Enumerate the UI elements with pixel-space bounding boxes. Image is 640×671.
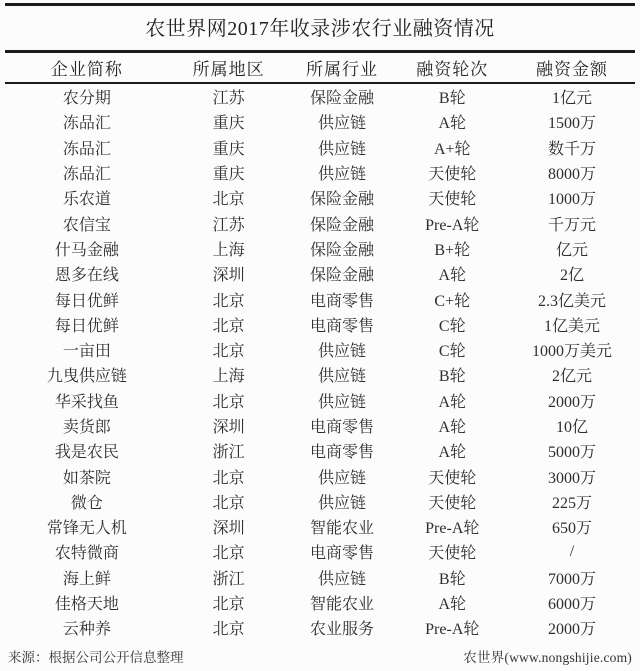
column-header-round: 融资轮次 bbox=[416, 59, 489, 79]
round-cell: B轮 bbox=[438, 90, 466, 108]
round-cell: B+轮 bbox=[434, 241, 471, 259]
company-name-cell: 冻品汇 bbox=[62, 115, 111, 133]
amount-cell: 2000万 bbox=[547, 621, 596, 639]
region-cell: 北京 bbox=[212, 621, 245, 639]
table-row bbox=[5, 286, 635, 311]
amount-cell: 1亿元 bbox=[551, 90, 592, 108]
amount-cell: 1亿美元 bbox=[543, 317, 600, 335]
region-cell: 重庆 bbox=[212, 115, 245, 133]
region-cell: 江苏 bbox=[212, 216, 245, 234]
industry-cell: 供应链 bbox=[318, 140, 367, 158]
industry-cell: 保险金融 bbox=[310, 241, 375, 259]
region-cell: 重庆 bbox=[212, 166, 245, 184]
industry-cell: 电商零售 bbox=[310, 292, 375, 310]
region-cell: 北京 bbox=[212, 545, 245, 563]
region-cell: 上海 bbox=[212, 368, 245, 386]
table-row bbox=[5, 362, 635, 387]
company-name-cell: 微仓 bbox=[70, 494, 103, 512]
table-row bbox=[5, 261, 635, 286]
company-name-cell: 每日优鲜 bbox=[54, 317, 119, 335]
round-cell: B轮 bbox=[438, 570, 466, 588]
table-row bbox=[5, 109, 635, 134]
region-cell: 北京 bbox=[212, 292, 245, 310]
region-cell: 北京 bbox=[212, 191, 245, 209]
table-row bbox=[5, 565, 635, 590]
column-header-company: 企业简称 bbox=[50, 59, 123, 79]
industry-cell: 电商零售 bbox=[310, 419, 375, 436]
table-row bbox=[5, 84, 635, 109]
amount-cell: 2.3亿美元 bbox=[537, 292, 606, 310]
industry-cell: 智能农业 bbox=[310, 520, 375, 538]
table-row bbox=[5, 489, 635, 514]
company-name-cell: 农信宝 bbox=[62, 216, 111, 234]
company-name-cell: 农分期 bbox=[62, 90, 111, 108]
amount-cell: 2亿 bbox=[559, 267, 584, 285]
industry-cell: 供应链 bbox=[318, 343, 367, 361]
industry-cell: 电商零售 bbox=[310, 545, 375, 563]
company-name-cell: 冻品汇 bbox=[62, 140, 111, 158]
industry-cell: 供应链 bbox=[318, 570, 367, 588]
region-cell: 北京 bbox=[212, 494, 245, 512]
round-cell: A轮 bbox=[438, 115, 467, 133]
table-footer bbox=[5, 641, 635, 666]
source-note: 来源：根据公司公开信息整理 bbox=[8, 649, 184, 665]
round-cell: A轮 bbox=[438, 393, 467, 411]
header-row bbox=[5, 53, 635, 82]
industry-cell: 保险金融 bbox=[310, 90, 375, 108]
region-cell: 浙江 bbox=[212, 444, 245, 462]
column-header-amount: 融资金额 bbox=[535, 59, 608, 79]
industry-cell: 供应链 bbox=[318, 368, 367, 386]
credit-note: 农世界(www.nongshijie.com) bbox=[463, 649, 632, 665]
round-cell: A轮 bbox=[438, 419, 467, 436]
round-cell: C轮 bbox=[438, 343, 466, 361]
company-name-cell: 卖货郎 bbox=[62, 419, 111, 436]
round-cell: A轮 bbox=[438, 596, 467, 614]
amount-cell: 1000万 bbox=[547, 191, 596, 209]
financing-table bbox=[5, 53, 635, 82]
round-cell: 天使轮 bbox=[428, 469, 477, 487]
table-row bbox=[5, 413, 635, 438]
round-cell: C+轮 bbox=[434, 292, 471, 310]
region-cell: 深圳 bbox=[212, 267, 245, 285]
round-cell: Pre-A轮 bbox=[425, 520, 480, 538]
industry-cell: 保险金融 bbox=[310, 191, 375, 209]
amount-cell: 2亿元 bbox=[551, 368, 592, 386]
table-row bbox=[5, 539, 635, 564]
industry-cell: 保险金融 bbox=[310, 216, 375, 234]
company-name-cell: 如茶院 bbox=[62, 469, 111, 487]
company-name-cell: 华采找鱼 bbox=[54, 393, 119, 411]
table-row bbox=[5, 463, 635, 488]
table-row bbox=[5, 615, 635, 640]
table-row bbox=[5, 337, 635, 362]
table-row bbox=[5, 388, 635, 413]
amount-cell: 8000万 bbox=[547, 166, 596, 184]
amount-cell: 3000万 bbox=[547, 469, 596, 487]
industry-cell: 智能农业 bbox=[310, 596, 375, 614]
region-cell: 北京 bbox=[212, 317, 245, 335]
company-name-cell: 乐农道 bbox=[62, 191, 111, 209]
table-row bbox=[5, 312, 635, 337]
company-name-cell: 什马金融 bbox=[54, 241, 119, 259]
industry-cell: 供应链 bbox=[318, 115, 367, 133]
table-header bbox=[5, 53, 635, 82]
table-row bbox=[5, 210, 635, 235]
region-cell: 浙江 bbox=[212, 570, 245, 588]
region-cell: 重庆 bbox=[212, 140, 245, 158]
company-name-cell: 九曳供应链 bbox=[46, 368, 127, 386]
company-name-cell: 农特微商 bbox=[54, 545, 119, 563]
region-cell: 北京 bbox=[212, 469, 245, 487]
region-cell: 深圳 bbox=[212, 520, 245, 538]
company-name-cell: 冻品汇 bbox=[62, 166, 111, 184]
table-row bbox=[5, 160, 635, 185]
round-cell: 天使轮 bbox=[428, 166, 477, 184]
industry-cell: 供应链 bbox=[318, 469, 367, 487]
round-cell: Pre-A轮 bbox=[425, 621, 480, 639]
table-row bbox=[5, 514, 635, 539]
amount-cell: 7000万 bbox=[547, 570, 596, 588]
round-cell: A轮 bbox=[438, 267, 467, 285]
industry-cell: 保险金融 bbox=[310, 267, 375, 285]
region-cell: 江苏 bbox=[212, 90, 245, 108]
table-row bbox=[5, 590, 635, 615]
region-cell: 深圳 bbox=[212, 419, 245, 436]
region-cell: 北京 bbox=[212, 343, 245, 361]
amount-cell: 225万 bbox=[551, 494, 592, 512]
round-cell: A轮 bbox=[438, 444, 467, 462]
amount-cell: / bbox=[569, 542, 575, 560]
round-cell: 天使轮 bbox=[428, 545, 477, 563]
amount-cell: 650万 bbox=[551, 520, 592, 538]
column-header-region: 所属地区 bbox=[192, 59, 265, 79]
amount-cell: 亿元 bbox=[555, 241, 588, 259]
region-cell: 北京 bbox=[212, 596, 245, 614]
company-name-cell: 佳格天地 bbox=[54, 596, 119, 614]
company-name-cell: 每日优鲜 bbox=[54, 292, 119, 310]
amount-cell: 5000万 bbox=[547, 444, 596, 462]
industry-cell: 供应链 bbox=[318, 393, 367, 411]
round-cell: Pre-A轮 bbox=[425, 216, 480, 234]
table-rows bbox=[5, 84, 635, 641]
round-cell: A+轮 bbox=[433, 140, 471, 158]
table-row bbox=[5, 185, 635, 210]
industry-cell: 农业服务 bbox=[310, 621, 375, 639]
table-row bbox=[5, 135, 635, 160]
industry-cell: 供应链 bbox=[318, 166, 367, 184]
amount-cell: 2000万 bbox=[547, 393, 596, 411]
amount-cell: 1000万美元 bbox=[531, 343, 612, 361]
company-name-cell: 云种养 bbox=[62, 621, 111, 639]
industry-cell: 供应链 bbox=[318, 494, 367, 512]
amount-cell: 6000万 bbox=[547, 596, 596, 614]
industry-cell: 电商零售 bbox=[310, 444, 375, 462]
company-name-cell: 我是农民 bbox=[54, 444, 119, 462]
region-cell: 上海 bbox=[212, 241, 245, 259]
round-cell: 天使轮 bbox=[428, 191, 477, 209]
industry-cell: 电商零售 bbox=[310, 317, 375, 335]
company-name-cell: 一亩田 bbox=[62, 343, 111, 361]
amount-cell: 数千万 bbox=[547, 140, 596, 158]
amount-cell: 10亿 bbox=[555, 419, 588, 436]
amount-cell: 1500万 bbox=[547, 115, 596, 133]
round-cell: 天使轮 bbox=[428, 494, 477, 512]
table-row bbox=[5, 438, 635, 463]
table-row bbox=[5, 236, 635, 261]
round-cell: C轮 bbox=[438, 317, 466, 335]
column-header-industry: 所属行业 bbox=[306, 59, 379, 79]
round-cell: B轮 bbox=[438, 368, 466, 386]
company-name-cell: 恩多在线 bbox=[54, 267, 119, 285]
region-cell: 北京 bbox=[212, 393, 245, 411]
amount-cell: 千万元 bbox=[547, 216, 596, 234]
financing-table-body bbox=[5, 84, 635, 641]
company-name-cell: 海上鲜 bbox=[62, 570, 111, 588]
company-name-cell: 常锋无人机 bbox=[46, 520, 127, 538]
table-title: 农世界网2017年收录涉农行业融资情况 bbox=[145, 18, 495, 40]
